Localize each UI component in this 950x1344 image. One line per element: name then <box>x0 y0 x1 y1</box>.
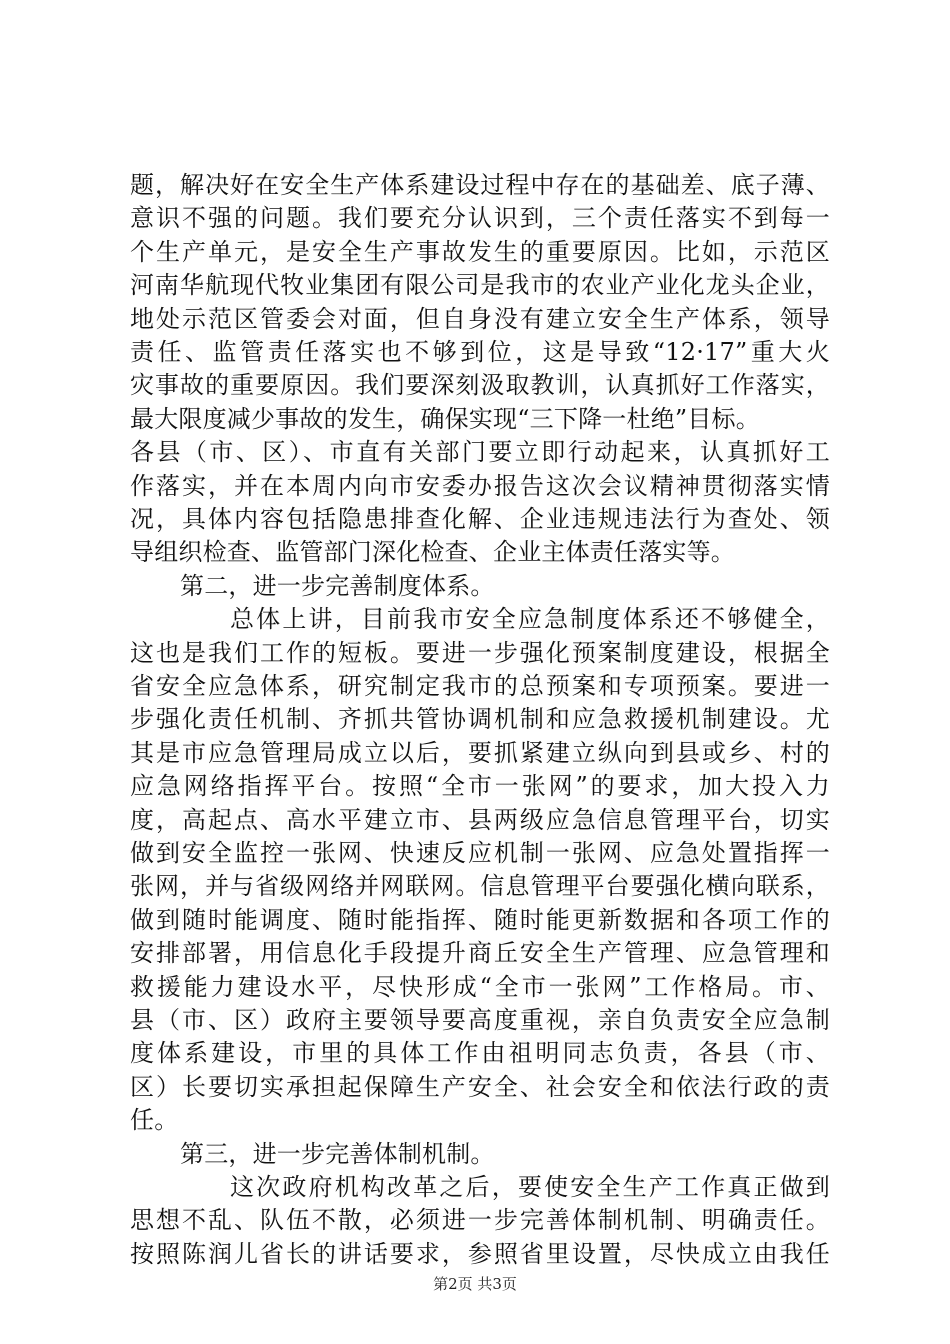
text-line: 河南华航现代牧业集团有限公司是我市的农业产业化龙头企业， <box>130 271 830 300</box>
text-line: 度体系建设，市里的具体工作由祖明同志负责，各县（市、 <box>130 1039 830 1068</box>
text-line: 县（市、区）政府主要领导要高度重视，亲自负责安全应急制 <box>130 1006 830 1034</box>
text-line: 省安全应急体系，研究制定我市的总预案和专项预案。要进一 <box>130 672 830 700</box>
text-line: 张网，并与省级网络并网联网。信息管理平台要强化横向联系， <box>130 872 830 901</box>
text-line: 任。 <box>130 1106 179 1135</box>
text-line: 思想不乱、队伍不散，必须进一步完善体制机制、明确责任。 <box>130 1206 830 1235</box>
text-line: 步强化责任机制、齐抓共管协调机制和应急救援机制建设。尤 <box>130 705 830 734</box>
text-line: 做到随时能调度、随时能指挥、随时能更新数据和各项工作的 <box>130 905 830 934</box>
page-number-footer: 第2页 共3页 <box>433 1275 517 1293</box>
text-line: 做到安全监控一张网、快速反应机制一张网、应急处置指挥一 <box>130 839 830 867</box>
text-line: 按照陈润儿省长的讲话要求，参照省里设置，尽快成立由我任 <box>130 1239 830 1268</box>
text-line: 各县（市、区）、市直有关部门要立即行动起来，认真抓好工 <box>130 438 830 467</box>
text-line: 其是市应急管理局成立以后，要抓紧建立纵向到县或乡、村的 <box>130 738 830 767</box>
text-line: 应急网络指挥平台。按照“全市一张网”的要求，加大投入力 <box>130 772 830 801</box>
text-line: 救援能力建设水平，尽快形成“全市一张网”工作格局。市、 <box>130 972 830 1001</box>
text-line: 最大限度减少事故的发生，确保实现“三下降一杜绝”目标。 <box>130 404 760 433</box>
text-line: 个生产单元，是安全生产事故发生的重要原因。比如，示范区 <box>130 237 830 266</box>
text-line: 总体上讲，目前我市安全应急制度体系还不够健全， <box>230 605 830 634</box>
text-line: 灾事故的重要原因。我们要深刻汲取教训，认真抓好工作落实， <box>130 371 830 400</box>
text-line: 导组织检查、监管部门深化检查、企业主体责任落实等。 <box>130 538 735 567</box>
text-line: 责任、监管责任落实也不够到位，这是导致“12·17”重大火 <box>130 338 830 366</box>
text-line: 这也是我们工作的短板。要进一步强化预案制度建设，根据全 <box>130 638 830 667</box>
text-line: 区）长要切实承担起保障生产安全、社会安全和依法行政的责 <box>130 1072 830 1101</box>
section-heading: 第三，进一步完善体制机制。 <box>180 1139 495 1168</box>
text-line: 意识不强的问题。我们要充分认识到，三个责任落实不到每一 <box>130 204 830 233</box>
text-line: 地处示范区管委会对面，但自身没有建立安全生产体系，领导 <box>130 304 830 333</box>
text-line: 度，高起点、高水平建立市、县两级应急信息管理平台，切实 <box>130 805 830 834</box>
text-line: 这次政府机构改革之后，要使安全生产工作真正做到 <box>230 1173 830 1201</box>
text-line: 安排部署，用信息化手段提升商丘安全生产管理、应急管理和 <box>130 939 830 968</box>
text-line: 题，解决好在安全生产体系建设过程中存在的基础差、底子薄、 <box>130 171 830 199</box>
section-heading: 第二，进一步完善制度体系。 <box>180 571 495 600</box>
text-line: 况，具体内容包括隐患排查化解、企业违规违法行为查处、领 <box>130 505 830 533</box>
text-line: 作落实，并在本周内向市安委办报告这次会议精神贯彻落实情 <box>130 471 830 500</box>
